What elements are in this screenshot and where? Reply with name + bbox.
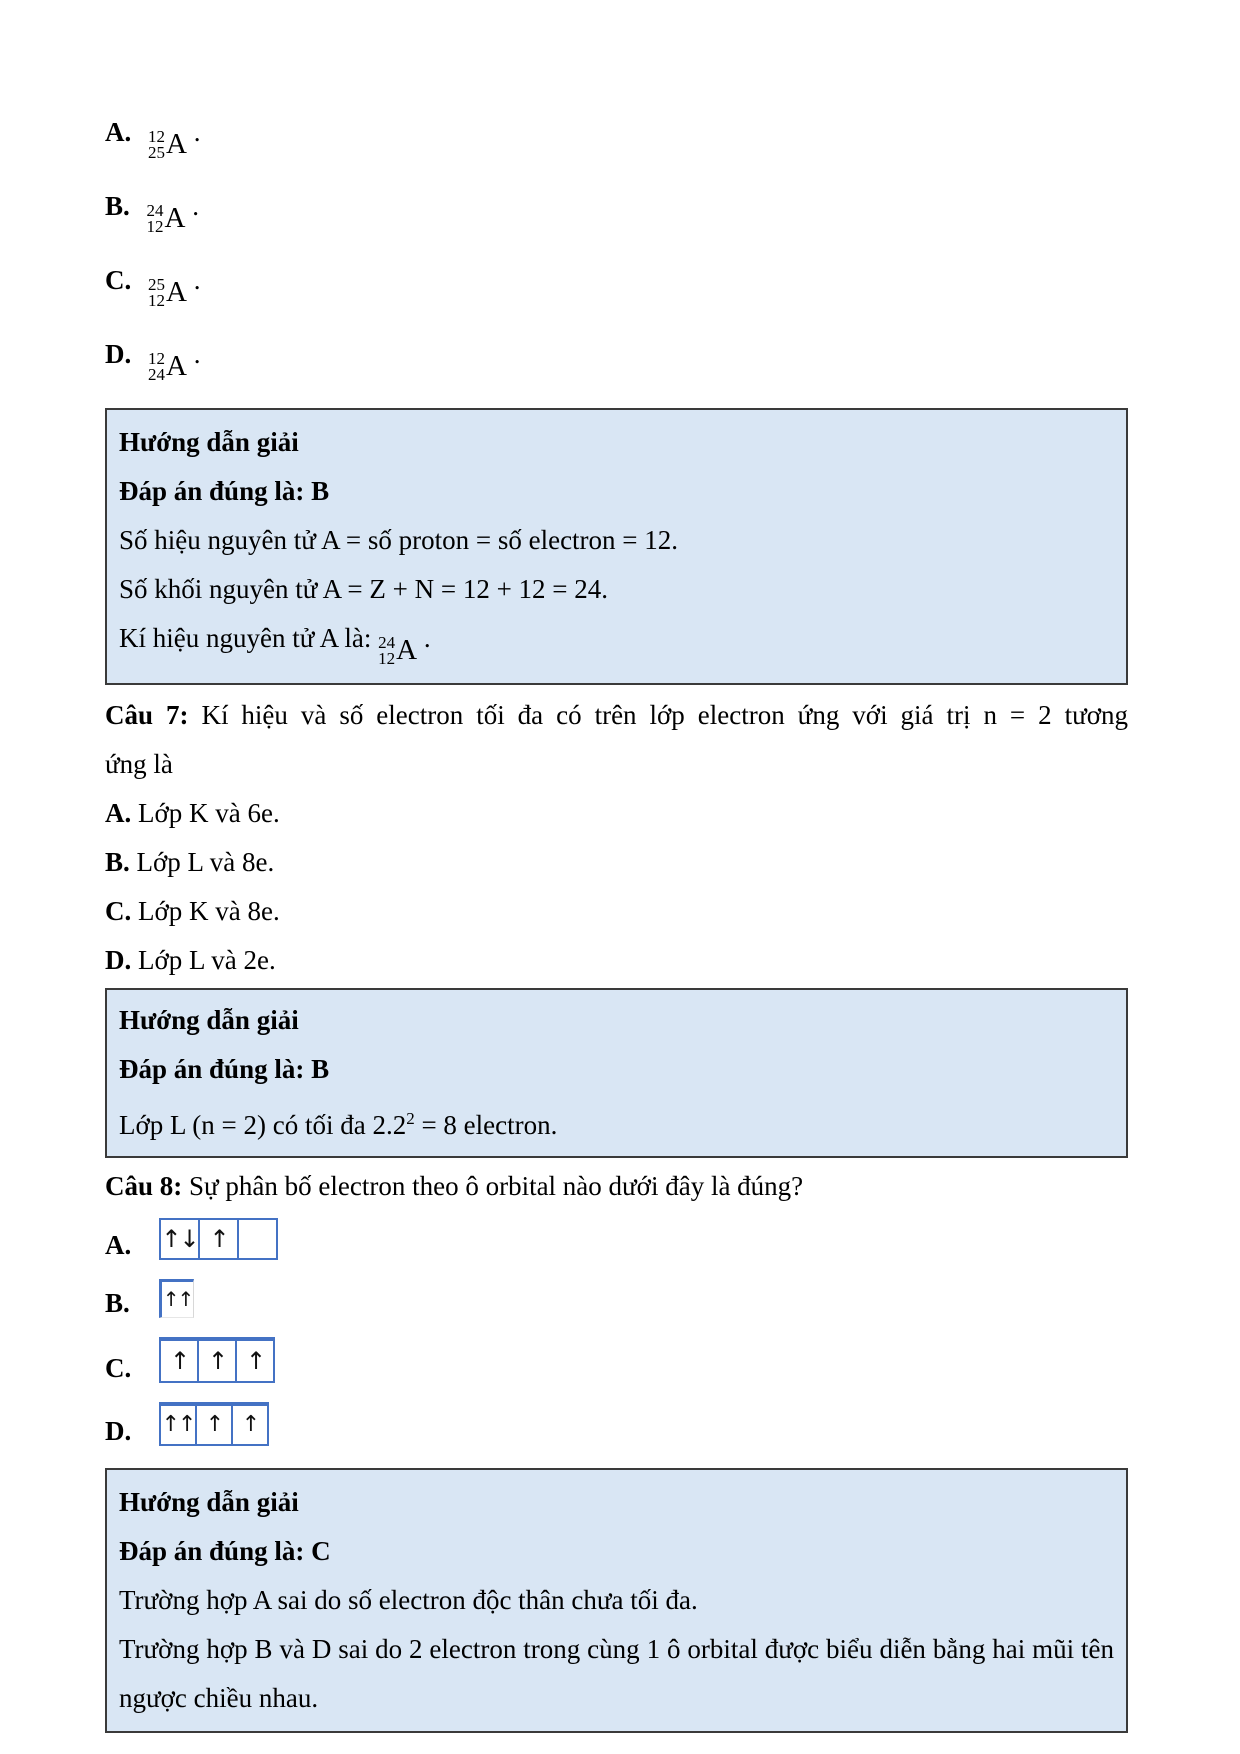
solution-title: Hướng dẫn giải [119, 1486, 299, 1517]
orbital-cell: ↑↑ [159, 1402, 197, 1446]
option-text: Lớp K và 8e. [131, 895, 280, 926]
element-symbol: A [166, 276, 187, 308]
orbital-cell: ↑ [198, 1218, 239, 1260]
option-label: A. [105, 1229, 132, 1260]
solution-step: Trường hợp B và D sai do 2 electron trong cùng 1 ô orbital được biểu diễn bằng hai mũi tên ngược chiều nhau. [119, 1633, 1114, 1713]
orbital-diagram [159, 1218, 278, 1260]
atomic-number: 12 [148, 291, 165, 310]
question-7-text-line1 [105, 691, 1128, 740]
option-text: Lớp K và 6e. [131, 797, 280, 828]
option-suffix: . [192, 191, 199, 221]
q8-option-b [105, 1279, 1128, 1318]
element-symbol: A [166, 128, 187, 160]
option-suffix: . [193, 117, 201, 147]
solution-title: Hướng dẫn giải [119, 1004, 299, 1035]
isotope-notation [148, 346, 187, 386]
mass-number: 25 [148, 275, 165, 294]
q7-option-d [105, 936, 1128, 985]
option-label: A. [105, 117, 132, 147]
solution-step-suffix: . [417, 623, 431, 653]
orbital-cell: ↑ [197, 1337, 237, 1383]
option-label: B. [105, 1287, 130, 1318]
orbital-cell: ↑ [235, 1337, 275, 1383]
option-text: Lớp L và 2e. [131, 944, 276, 975]
question-8-number: Câu 8: [105, 1170, 183, 1201]
correct-answer-line: Đáp án đúng là: C [119, 1535, 331, 1566]
option-label: D. [105, 1415, 132, 1446]
question-7-text-line2: ứng là [105, 748, 173, 779]
orbital-cell: ↑ [231, 1402, 269, 1446]
solution-step: Trường hợp A sai do số electron độc thân chưa tối đa. [119, 1584, 698, 1615]
mass-number: 12 [148, 127, 165, 146]
option-label: D. [105, 944, 132, 975]
orbital-cell: ↑ [159, 1337, 199, 1383]
question-7-number: Câu 7: [105, 699, 189, 730]
solution-step-text: Lớp L (n = 2) có tối đa 2.2 [119, 1109, 407, 1140]
option-label: A. [105, 797, 132, 828]
mass-number: 12 [148, 349, 165, 368]
orbital-cell: ↑↑ [159, 1279, 194, 1318]
mass-number: 24 [378, 633, 396, 652]
question-8-text-body: Sự phân bố electron theo ô orbital nào dưới đây là đúng? [182, 1170, 804, 1201]
option-suffix: . [193, 339, 201, 369]
q6-option-c [105, 260, 1128, 312]
solution-step-text: Kí hiệu nguyên tử A là: [119, 623, 379, 653]
option-label: B. [105, 191, 130, 221]
correct-answer-line: Đáp án đúng là: B [119, 1053, 330, 1084]
atomic-number: 12 [146, 217, 164, 236]
option-suffix: . [193, 265, 201, 295]
orbital-cell: ↑↓ [159, 1218, 200, 1260]
q6-option-d [105, 334, 1128, 386]
solution-box-q7 [105, 988, 1128, 1158]
solution-step-suffix: = 8 electron. [414, 1109, 558, 1140]
isotope-notation [378, 626, 417, 675]
orbital-cell [237, 1218, 278, 1260]
exponent: 2 [406, 1108, 415, 1128]
q7-option-a [105, 789, 1128, 838]
correct-answer-line: Đáp án đúng là: B [119, 476, 330, 506]
orbital-cell: ↑ [195, 1402, 233, 1446]
q8-option-a [105, 1218, 1128, 1260]
q6-option-b [105, 186, 1128, 238]
isotope-notation [147, 198, 186, 238]
option-label: C. [105, 265, 132, 295]
element-symbol: A [164, 202, 186, 234]
orbital-diagram [159, 1279, 194, 1318]
mass-number: 24 [146, 201, 164, 220]
option-text: Lớp L và 8e. [129, 846, 275, 877]
isotope-notation [148, 272, 187, 312]
question-8-text [105, 1164, 1128, 1208]
solution-title: Hướng dẫn giải [119, 427, 299, 457]
q8-option-c [105, 1337, 1128, 1383]
element-symbol: A [166, 350, 187, 382]
question-7-text: Kí hiệu và số electron tối đa có trên lớp electron ứng với giá trị n = 2 tương [188, 699, 1128, 730]
solution-box-q8 [105, 1468, 1128, 1733]
solution-step [119, 614, 1114, 675]
isotope-notation [148, 124, 187, 164]
option-label: C. [105, 1352, 132, 1383]
orbital-diagram [159, 1337, 275, 1383]
q6-option-a [105, 112, 1128, 164]
option-label: C. [105, 895, 132, 926]
option-label: B. [105, 846, 130, 877]
q7-option-b [105, 838, 1128, 887]
orbital-diagram [159, 1402, 269, 1446]
solution-step: Số khối nguyên tử A = Z + N = 12 + 12 = 24. [119, 574, 609, 604]
solution-step: Số hiệu nguyên tử A = số proton = số electron = 12. [119, 525, 679, 555]
solution-box-q6 [105, 408, 1128, 685]
atomic-number: 25 [148, 143, 165, 162]
solution-step [119, 1094, 1114, 1150]
atomic-number: 12 [378, 649, 396, 668]
q7-option-c [105, 887, 1128, 936]
atomic-number: 24 [148, 365, 165, 384]
q8-option-d [105, 1402, 1128, 1446]
option-label: D. [105, 339, 132, 369]
element-symbol: A [396, 633, 418, 666]
